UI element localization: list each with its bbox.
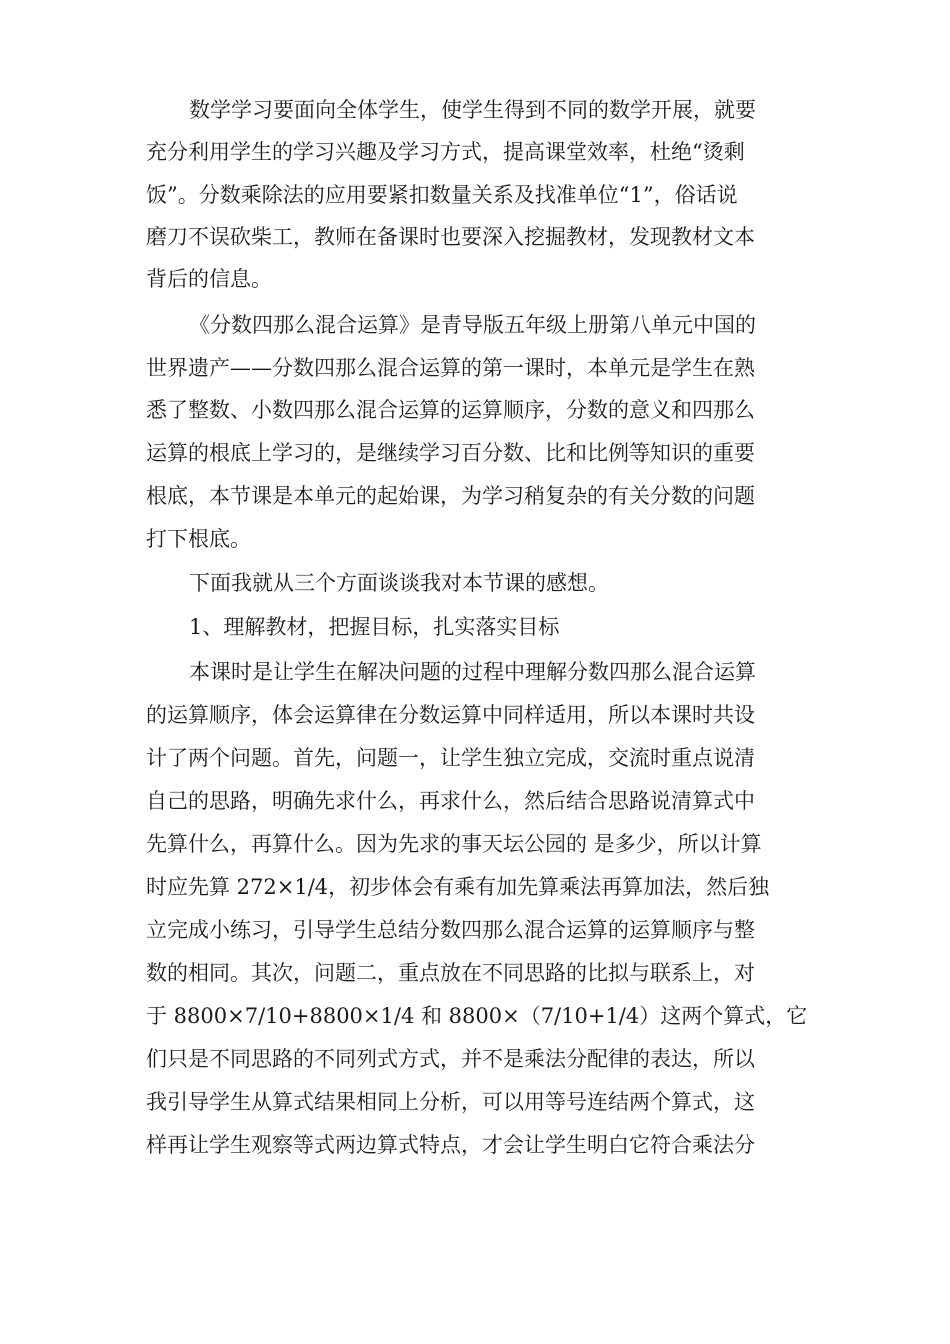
text-line: 《分数四那么混合运算》是青导版五年级上册第八单元中国的 <box>189 313 756 337</box>
text-line: 饭”。分数乘除法的应用要紧扣数量关系及找准单位“1”，俗话说 <box>146 183 738 207</box>
text-line: 悉了整数、小数四那么混合运算的运算顺序，分数的意义和四那么 <box>146 398 755 422</box>
text-line: 我引导学生从算式结果相同上分析，可以用等号连结两个算式，这 <box>146 1090 755 1114</box>
text-line: 计了两个问题。首先，问题一，让学生独立完成，交流时重点说清 <box>146 746 755 770</box>
text-line: 运算的根底上学习的，是继续学习百分数、比和比例等知识的重要 <box>146 441 755 465</box>
text-line: 打下根底。 <box>146 527 251 551</box>
text-line: 数的相同。其次，问题二，重点放在不同思路的比拟与联系上，对 <box>146 961 755 985</box>
text-line: 数学学习要面向全体学生，使学生得到不同的数学开展，就要 <box>189 98 756 122</box>
text-line: 立完成小练习，引导学生总结分数四那么混合运算的运算顺序与整 <box>146 918 755 942</box>
text-line: 世界遗产——分数四那么混合运算的第一课时，本单元是学生在熟 <box>146 356 755 380</box>
text-line: 们只是不同思路的不同列式方式，并不是乘法分配律的表达，所以 <box>146 1047 755 1071</box>
text-line: 磨刀不误砍柴工，教师在备课时也要深入挖掘教材，发现教材文本 <box>146 225 755 249</box>
text-line: 自己的思路，明确先求什么，再求什么，然后结合思路说清算式中 <box>146 789 755 813</box>
text-line: 背后的信息。 <box>146 267 272 291</box>
text-line: 根底，本节课是本单元的起始课，为学习稍复杂的有关分数的问题 <box>146 484 755 508</box>
text-line: 时应先算 272×1/4，初步体会有乘有加先算乘法再算加法，然后独 <box>146 875 770 899</box>
text-line: 本课时是让学生在解决问题的过程中理解分数四那么混合运算 <box>189 660 756 684</box>
text-line: 样再让学生观察等式两边算式特点，才会让学生明白它符合乘法分 <box>146 1133 755 1157</box>
text-line: 于 8800×7/10+8800×1/4 和 8800×（7/10+1/4）这两个算式，它 <box>146 1004 808 1028</box>
text-line: 的运算顺序，体会运算律在分数运算中同样适用，所以本课时共设 <box>146 703 755 727</box>
text-line: 下面我就从三个方面谈谈我对本节课的感想。 <box>189 571 609 595</box>
text-line: 1、理解教材，把握目标，扎实落实目标 <box>189 615 560 639</box>
text-line: 充分利用学生的学习兴趣及学习方式，提高课堂效率，杜绝“烫剩 <box>146 140 745 164</box>
text-line: 先算什么，再算什么。因为先求的事天坛公园的 是多少，所以计算 <box>146 832 762 856</box>
